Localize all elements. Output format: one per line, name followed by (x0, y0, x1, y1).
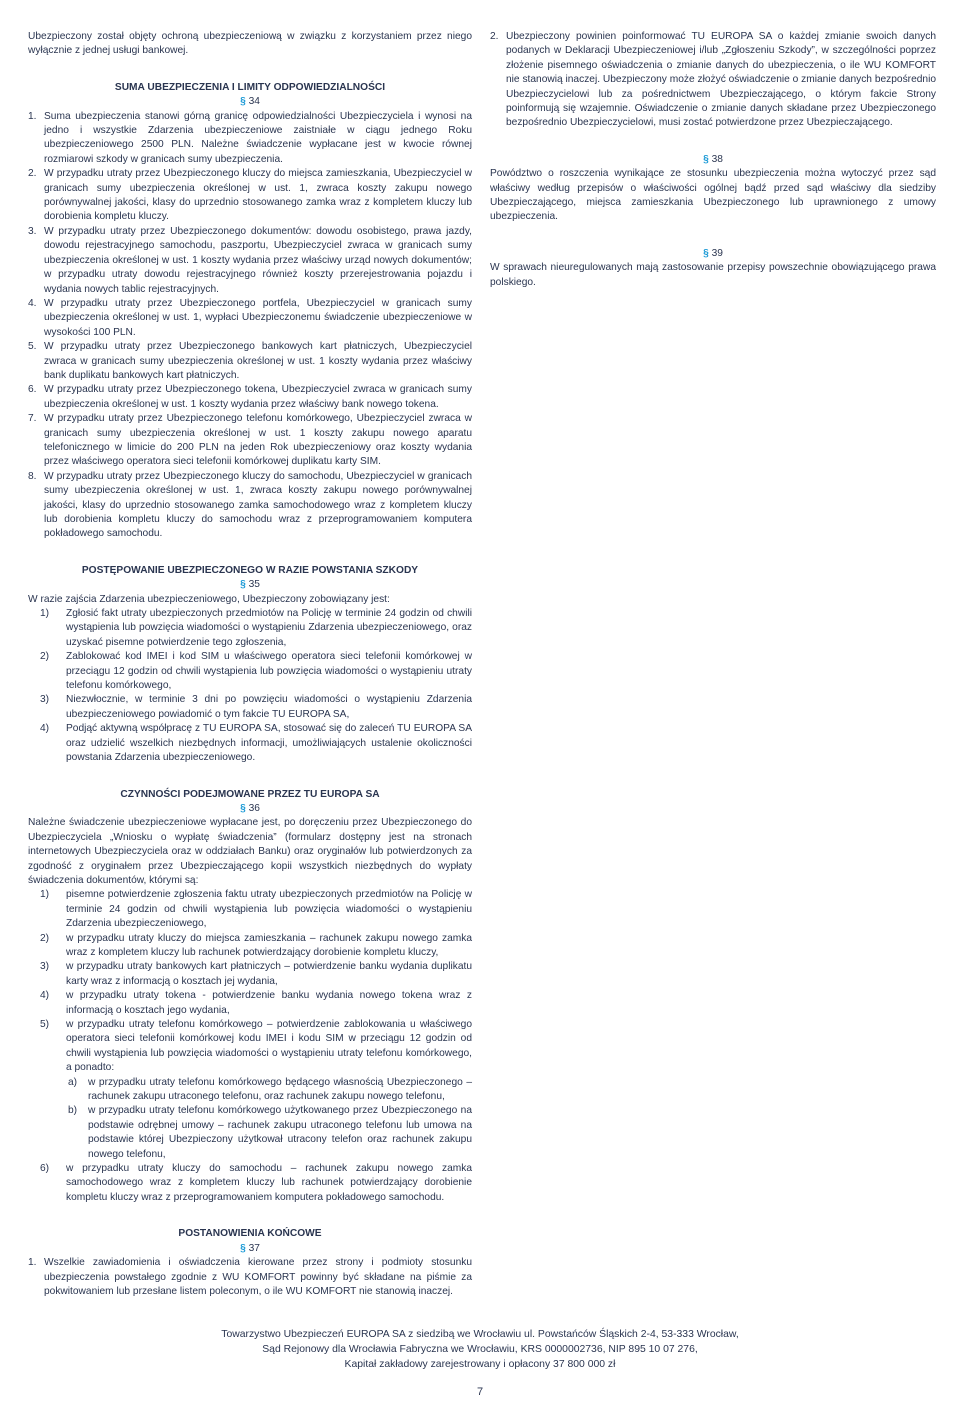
czynnosci-sublist (28, 1076, 472, 1162)
list-item-number: b) (68, 1105, 78, 1117)
list-item-number: 8. (28, 470, 37, 482)
section-39 (490, 247, 936, 261)
list-item-number: a) (68, 1076, 78, 1088)
footer-line: Towarzystwo Ubezpieczeń EUROPA SA z siedzibą we Wrocławiu ul. Powstańców Śląskich 2-4, 53-333 Wrocław, (221, 1329, 739, 1340)
list-item-number: 2) (40, 932, 50, 944)
list-item (28, 888, 472, 931)
list-item-number: 3) (40, 961, 50, 973)
postepowanie-heading: POSTĘPOWANIE UBEZPIECZONEGO W RAZIE POWSTANIA SZKODY (81, 564, 419, 576)
list-item-text: Zablokować kod IMEI i kod SIM u właściwego operatora sieci telefonii komórkowej w przeciągu 12 godzin od chwili wystąpienia lub powzięcia wiadomości o wystąpieniu utraty telefonu komórkowego, (66, 651, 472, 692)
list-item-text: W przypadku utraty przez Ubezpieczonego bankowych kart płatniczych, Ubezpieczyciel zwraca w granicach sumy ubezpieczenia określonej w ust. 1 koszty wydania przez właściwy bank duplikatu bankowych kart płatniczych. (44, 341, 472, 381)
list-item-text: W przypadku utraty przez Ubezpieczonego tokena, Ubezpieczyciel zwraca w granicach sumy ubezpieczenia określonej w ust. 1 koszty wydania przez właściwy bank nowego tokena. (44, 384, 472, 410)
section-34 (28, 95, 472, 109)
section-number: 38 (711, 153, 723, 165)
suma-heading: SUMA UBEZPIECZENIA I LIMITY ODPOWIEDZIALNOŚCI (114, 81, 386, 93)
list-item-text: Suma ubezpieczenia stanowi górną granicę odpowiedzialności Ubezpieczyciela i wynosi na jedno i wszystkie Zdarzenia ubezpieczeniowe zaistniałe w ciągu jednego Roku ubezpieczeniowego 2500 PLN. Należne świadczenie wypłacane jest w kwocie równej rozmiarowi szkody w granicach sumy ubezpieczenia. (44, 110, 472, 165)
list-item-text: W przypadku utraty przez Ubezpieczonego telefonu komórkowego, Ubezpieczyciel zwraca w granicach sumy ubezpieczenia określonej w ust. 1 koszty zakupu nowego aparatu telefonicznego w limicie do 200 PLN na jeden Rok ubezpieczeniowy oraz koszty wydania przez właściwego operatora sieci telefonii komórkowej duplikatu karty SIM. (44, 413, 472, 468)
list-item-number: 2. (28, 168, 37, 180)
list-item (28, 722, 472, 765)
right-column (490, 30, 936, 290)
footer (100, 1327, 860, 1372)
czynnosci-heading: CZYNNOŚCI PODEJMOWANE PRZEZ TU EUROPA SA (120, 788, 380, 800)
footer-line: Sąd Rejonowy dla Wrocławia Fabryczna we Wrocławiu, KRS 0000002736, NIP 895 10 07 276, (262, 1344, 698, 1355)
section-number: 36 (248, 802, 260, 814)
list-item-number: 1) (40, 889, 50, 901)
section-36 (28, 802, 472, 816)
list-item-text: W przypadku utraty przez Ubezpieczonego portfela, Ubezpieczyciel w granicach sumy ubezpieczenia określonej w ust. 1, wypłaci Ubezpieczonemu świadczenie ubezpieczeniowe w wysokości 100 PLN. (44, 297, 472, 338)
list-item-text: Wszelkie zawiadomienia i oświadczenia kierowane przez strony i podmioty stosunku ubezpieczenia powstałego zgodnie z WU KOMFORT powinny być składane na piśmie za pokwitowaniem lub przesłane listem poleconym, o ile WU KOMFORT nie stanowią inaczej. (44, 1257, 472, 1297)
section-35 (28, 578, 472, 592)
list-item-text: Ubezpieczony powinien poinformować TU EUROPA SA o każdej zmianie swoich danych podanych w Deklaracji Ubezpieczeniowej i/lub „Zgłoszeniu Szkody”, w szczególności poprzez złożenie pisemnego oświadczenia o zmianie danych do ubezpieczenia, o ile WU KOMFORT nie stanowią inaczej. Ubezpieczony może złożyć oświadczenie o zmianie danych bezpośrednio Ubezpieczycielowi lub za pośrednictwem Ubezpieczającego, o którym fakcie Strony poinformują się wzajemnie. Oświadczenie o zmianie danych składane przez Ubezpieczonego bezpośrednio Ubezpieczycielowi, musi zostać potwierdzone przez Ubezpieczającego. (506, 31, 936, 129)
section-38 (490, 153, 936, 167)
list-item-number: 2. (490, 31, 499, 42)
section-symbol: § (703, 153, 709, 165)
list-item-number: 1) (40, 608, 50, 620)
list-item-text: w przypadku utraty telefonu komórkowego użytkowanego przez Ubezpieczonego na podstawie odrębnej umowy – rachunek zakupu utraconego telefonu lub umowa na podstawie której Ubezpieczony użytkował utracony telefon oraz rachunek zakupu nowego telefonu, (88, 1105, 472, 1160)
list-item (28, 607, 472, 650)
page-number: 7 (476, 1386, 484, 1398)
list-item (490, 30, 936, 131)
list-item (28, 989, 472, 1018)
list-item-text: w przypadku utraty bankowych kart płatniczych – potwierdzenie banku wydania duplikatu karty wraz z informacją o kosztach jej wydania, (66, 961, 472, 987)
list-item-number: 6. (28, 384, 37, 396)
section-37 (28, 1242, 472, 1256)
list-item-text: w przypadku utraty telefonu komórkowego – potwierdzenie zablokowania u właściwego operatora sieci telefonii komórkowej kodu IMEI i kodu SIM w przeciągu 12 godzin od chwili wystąpienia lub powzięcia wiadomości o wystąpieniu utraty telefonu komórkowego, a ponadto: (66, 1019, 472, 1074)
czynnosci-list (28, 888, 472, 1075)
list-item-number: 3. (28, 225, 37, 237)
section-symbol: § (703, 247, 709, 259)
list-item (28, 960, 472, 989)
list-item-number: 5. (28, 341, 37, 353)
postepowanie-intro: W razie zajścia Zdarzenia ubezpieczeniowego, Ubezpieczony zobowiązany jest: (28, 593, 390, 605)
list-item-text: w przypadku utraty tokena - potwierdzenie banku wydania nowego tokena wraz z informacją o kosztach jego wydania, (66, 990, 472, 1016)
list-item (28, 225, 472, 297)
list-item (28, 1162, 472, 1205)
section-number: 37 (248, 1242, 260, 1254)
suma-list (28, 110, 472, 542)
list-item-number: 4. (28, 297, 37, 309)
list-item-number: 1. (28, 110, 37, 122)
list-item-text: Podjąć aktywną współpracę z TU EUROPA SA, stosować się do zaleceń TU EUROPA SA oraz udzielić wszelkich niezbędnych informacji, umożliwiających ustalenie okoliczności powstania Zdarzenia ubezpieczeniowego. (66, 723, 472, 764)
section-number: 34 (248, 96, 260, 108)
list-item (28, 383, 472, 412)
list-item-text: w przypadku utraty kluczy do samochodu – rachunek zakupu nowego zamka samochodowego wraz z kompletem kluczy lub rachunek potwierdzający dorobienie kompletu kluczy wraz z przeprogramowaniem komputera pokładowego samochodu. (66, 1163, 472, 1203)
list-item-number: 7. (28, 413, 37, 425)
paragraph-39: W sprawach nieuregulowanych mają zastosowanie przepisy powszechnie obowiązującego prawa polskiego. (490, 262, 936, 288)
czynnosci-intro: Należne świadczenie ubezpieczeniowe wypłacane jest, po doręczeniu przez Ubezpieczonego do Ubezpieczyciela „Wniosku o wypłatę świadczenia” (formularz dostępny jest na stronach internetowych Ubezpieczyciela oraz w oddziałach Banku) oraz oryginałów lub potwierdzonych za zgodność z oryginałem przez Ubezpieczającego kopii wszystkich niezbędnych do wypłaty świadczenia dokumentów, którymi są: (28, 817, 472, 886)
footer-line: Kapitał zakładowy zarejestrowany i opłacony 37 800 000 zł (344, 1359, 616, 1370)
list-item (28, 1104, 472, 1162)
list-item-number: 1. (28, 1257, 37, 1269)
list-item (28, 412, 472, 470)
list-item-text: W przypadku utraty przez Ubezpieczonego kluczy do miejsca zamieszkania, Ubezpieczyciel w granicach sumy ubezpieczenia określonej w ust. 1, zwraca koszty zakupu nowego porównywalnej jakości, klasy do uprzednio stosowanego zamka wraz z kompletem kluczy lub dorobienia kompletu kluczy. (44, 168, 472, 223)
list-item-number: 4) (40, 990, 50, 1002)
section-symbol: § (240, 579, 246, 591)
list-item (28, 693, 472, 722)
section-number: 35 (248, 579, 260, 591)
list-item (28, 1256, 472, 1299)
intro-paragraph: Ubezpieczony został objęty ochroną ubezpieczeniową w związku z korzystaniem przez niego wyłącznie z jednej usługi bankowej. (28, 31, 472, 57)
list-item (28, 167, 472, 225)
paragraph-38: Powództwo o roszczenia wynikające ze stosunku ubezpieczenia można wytoczyć przez sąd właściwy według przepisów o właściwości ogólnej bądź przed sąd właściwy dla siedziby Ubezpieczającego, miejsca zamieszkania Ubezpieczonego lub uprawnionego z umowy ubezpieczenia. (490, 168, 936, 223)
list-item-number: 2) (40, 651, 50, 663)
list-item (28, 932, 472, 961)
list-item-text: w przypadku utraty telefonu komórkowego będącego własnością Ubezpieczonego – rachunek zakupu utraconego telefonu, oraz rachunek zakupu nowego telefonu, (88, 1076, 472, 1103)
postanowienia-list (28, 1256, 472, 1299)
section-number: 39 (711, 247, 723, 259)
list-item (28, 340, 472, 383)
list-item (28, 297, 472, 340)
list-item (28, 110, 472, 168)
postanowienia-heading: POSTANOWIENIA KOŃCOWE (178, 1228, 322, 1240)
list-item (28, 470, 472, 542)
list-item (28, 1076, 472, 1105)
list-item-number: 5) (40, 1019, 50, 1030)
list-item (28, 650, 472, 693)
postepowanie-list (28, 607, 472, 765)
list-item-text: Niezwłocznie, w terminie 3 dni po powzięciu wiadomości o wystąpieniu Zdarzenia ubezpieczeniowego powiadomić o tym fakcie TU EUROPA SA, (66, 694, 472, 720)
list-item-text: W przypadku utraty przez Ubezpieczonego kluczy do samochodu, Ubezpieczyciel w granicach sumy ubezpieczenia określonej w ust. 1, zwraca koszty zakupu nowego porównywalnej jakości, klasy do uprzednio stosowanego zamka samochodowego wraz z kompletem kluczy lub dorobienia kompletu kluczy do samochodu wraz z przeprogramowaniem komputera pokładowego samochodu. (44, 470, 472, 540)
list-item-text: pisemne potwierdzenie zgłoszenia faktu utraty ubezpieczonych przedmiotów na Policję w terminie 24 godzin od chwili wystąpienia lub powzięcia wiadomości o wystąpieniu Zdarzenia ubezpieczeniowego, (66, 889, 472, 930)
section-symbol: § (240, 96, 246, 108)
list-item-number: 6) (40, 1163, 50, 1175)
section-symbol: § (240, 802, 246, 814)
list-item-text: w przypadku utraty kluczy do miejsca zamieszkania – rachunek zakupu nowego zamka wraz z kompletem kluczy lub rachunek potwierdzający dorobienie kompletu kluczy, (66, 932, 472, 958)
list-item-text: W przypadku utraty przez Ubezpieczonego dokumentów: dowodu osobistego, prawa jazdy, dowodu rejestracyjnego samochodu, paszportu, Ubezpieczyciel zwraca w granicach sumy ubezpieczenia określonej w ust. 1 koszty wydania przez właściwy urząd nowych dokumentów; w przypadku utraty dowodu rejestracyjnego również koszty przerejestrowania pojazdu i wydania nowych tablic rejestracyjnych. (44, 225, 472, 295)
list-item (28, 1018, 472, 1076)
left-column (28, 30, 472, 1299)
section-symbol: § (240, 1242, 246, 1254)
list-item-number: 4) (40, 723, 50, 735)
list-item-text: Zgłosić fakt utraty ubezpieczonych przedmiotów na Policję w terminie 24 godzin od chwili wystąpienia lub powzięcia wiadomości o wystąpieniu Zdarzenia ubezpieczeniowego, oraz uzyskać pisemne potwierdzenie tego zgłoszenia, (66, 608, 472, 648)
list-item-number: 3) (40, 694, 50, 706)
